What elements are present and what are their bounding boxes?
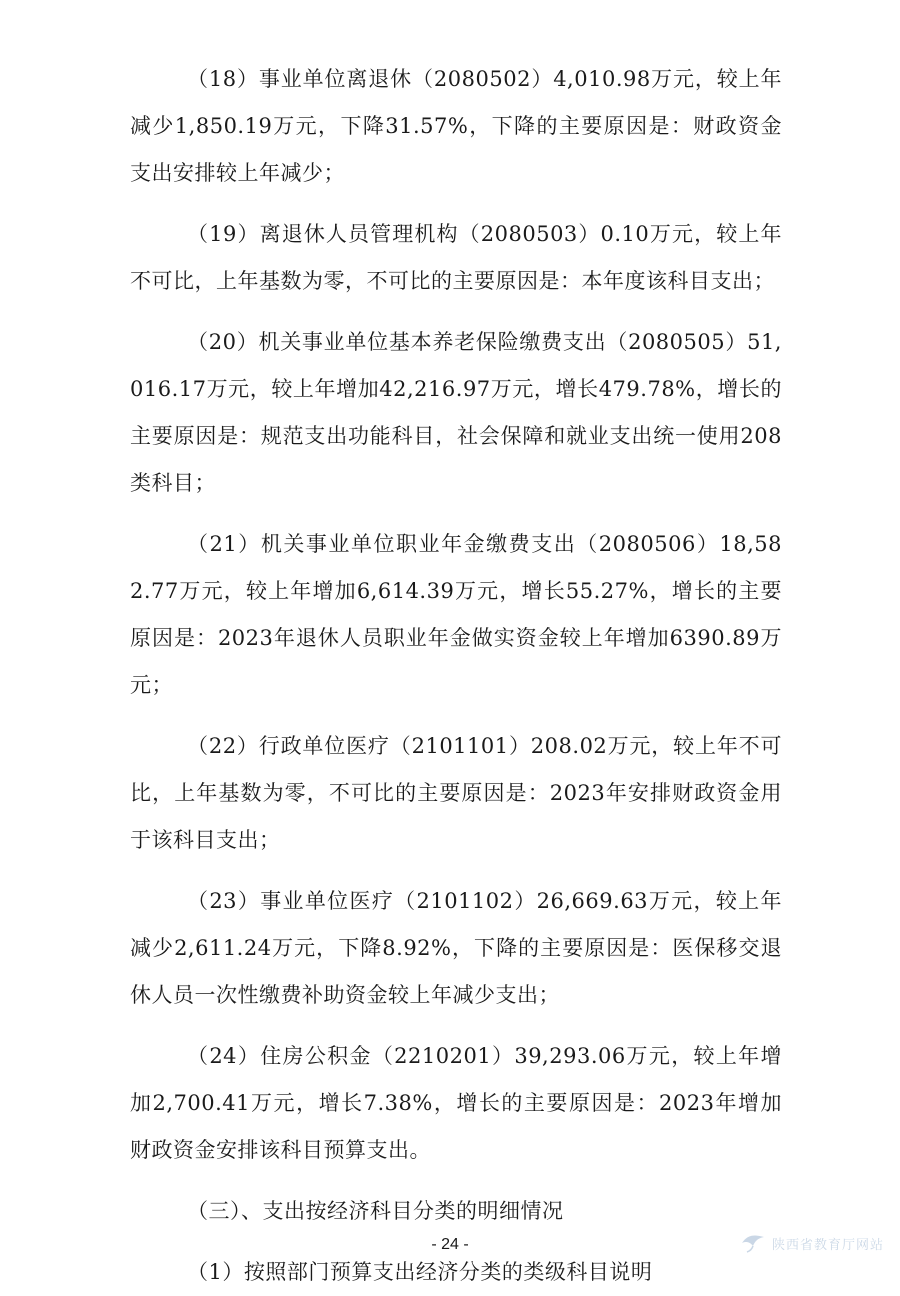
paragraph-24: （24）住房公积金（2210201）39,293.06万元，较上年增加2,700.41万元，增长7.38%，增长的主要原因是：2023年增加财政资金安排该科目预算支出。 xyxy=(130,1044,782,1162)
bird-logo-icon xyxy=(740,1229,766,1257)
document-body xyxy=(130,56,782,1296)
watermark-text: 陕西省教育厅网站 xyxy=(772,1237,885,1253)
subsection-heading: （1）按照部门预算支出经济分类的类级科目说明 xyxy=(187,1260,653,1284)
paragraph-18: （18）事业单位离退休（2080502）4,010.98万元，较上年减少1,850.19万元，下降31.57%，下降的主要原因是：财政资金支出安排较上年减少； xyxy=(130,67,782,185)
watermark xyxy=(740,1228,890,1258)
paragraph-19: （19）离退休人员管理机构（2080503）0.10万元，较上年不可比，上年基数为零，不可比的主要原因是：本年度该科目支出； xyxy=(130,222,782,293)
paragraph-23: （23）事业单位医疗（2101102）26,669.63万元，较上年减少2,611.24万元，下降8.92%，下降的主要原因是：医保移交退休人员一次性缴费补助资金较上年减少支出； xyxy=(130,889,782,1007)
paragraph-21: （21）机关事业单位职业年金缴费支出（2080506）18,582.77万元，较上年增加6,614.39万元，增长55.27%，增长的主要原因是：2023年退休人员职业年金做实资金较上年增加6390.89万元； xyxy=(130,532,782,697)
page-number: - 24 - xyxy=(431,1236,469,1253)
paragraph-22: （22）行政单位医疗（2101101）208.02万元，较上年不可比，上年基数为零，不可比的主要原因是：2023年安排财政资金用于该科目支出； xyxy=(130,734,782,852)
section-heading: （三）、支出按经济科目分类的明细情况 xyxy=(187,1199,564,1223)
paragraph-20: （20）机关事业单位基本养老保险缴费支出（2080505）51,016.17万元，较上年增加42,216.97万元，增长479.78%，增长的主要原因是：规范支出功能科目，社会保障和就业支出统一使用208类科目； xyxy=(130,330,782,495)
